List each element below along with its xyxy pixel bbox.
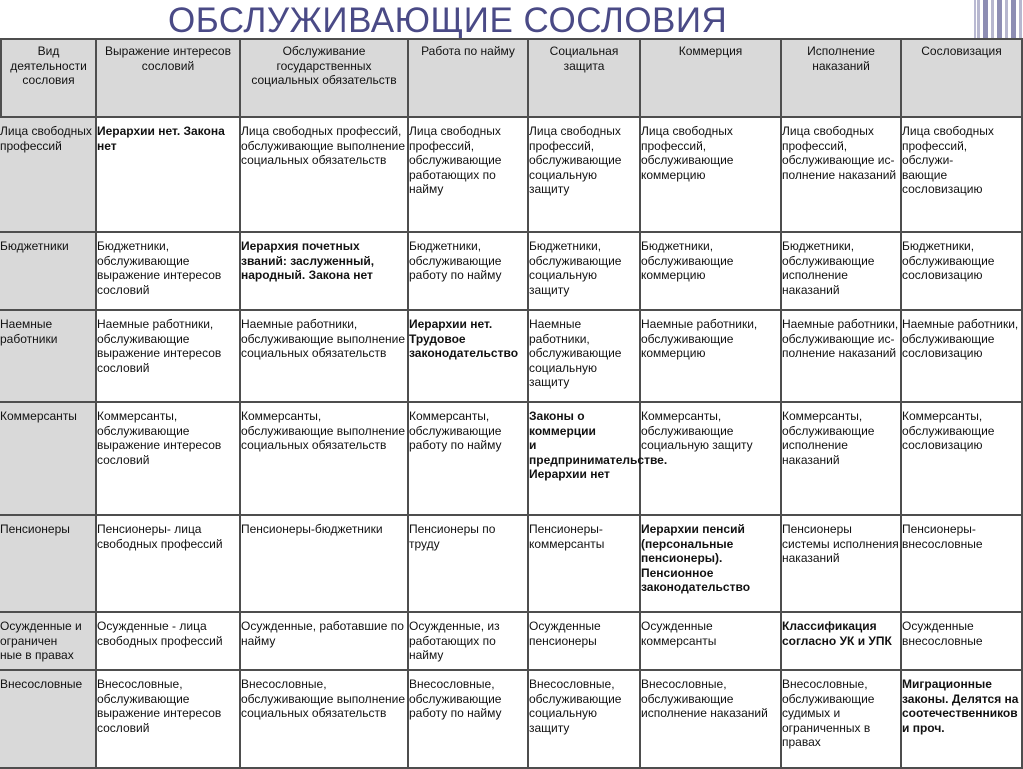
column-header: Обслуживание государственных социальных обязательств (241, 40, 409, 118)
table-cell: Пенсионеры- внесословные (902, 516, 1023, 613)
column-header: Работа по найму (409, 40, 529, 118)
column-header: Выражение интересов сословий (97, 40, 241, 118)
table-cell: Наемные работники, обслуживающие ис- полнение наказаний (782, 311, 902, 403)
table-cell: Наемные работники, обслуживающие выражение интересов сословий (97, 311, 241, 403)
decorative-bar (974, 0, 976, 38)
table-cell: Пенсионеры системы исполнения наказаний (782, 516, 902, 613)
column-header: Социальная защита (529, 40, 641, 118)
table-cell: Осужденные - лица свободных профессий (97, 613, 241, 671)
row-header: Пенсионеры (0, 516, 97, 613)
table-cell: Лица свободных профессий, обслуживающие коммерцию (641, 118, 782, 233)
row-header: Лица свободных профессий (0, 118, 97, 233)
table-cell: Коммерсанты, обслуживающие социальную защиту (641, 403, 782, 516)
table-cell: Законы о коммерции и предпринимательстве. Иерархии нет (529, 403, 641, 516)
table-cell: Пенсионеры по труду (409, 516, 529, 613)
table-cell: Осужденные коммерсанты (641, 613, 782, 671)
row-header: Наемные работники (0, 311, 97, 403)
table-cell: Внесословные, обслуживающие судимых и ограниченных в правах (782, 671, 902, 769)
table-cell: Внесословные, обслуживающие социальную защиту (529, 671, 641, 769)
table-cell: Миграционные законы. Делятся на соотечественников и проч. (902, 671, 1023, 769)
table-cell: Пенсионеры- коммерсанты (529, 516, 641, 613)
table-cell: Наемные работники, обслуживающие коммерцию (641, 311, 782, 403)
column-header: Сословизация (902, 40, 1023, 118)
table-cell: Осужденные внесословные (902, 613, 1023, 671)
table-cell: Бюджетники, обслуживающие работу по найму (409, 233, 529, 311)
table-cell: Бюджетники, обслуживающие коммерцию (641, 233, 782, 311)
table-cell: Бюджетники, обслуживающие исполнение наказаний (782, 233, 902, 311)
table-cell: Бюджетники, обслуживающие сословизацию (902, 233, 1023, 311)
table-cell: Коммерсанты, обслуживающие выражение интересов сословий (97, 403, 241, 516)
table-cell: Осужденные пенсионеры (529, 613, 641, 671)
table-cell: Пенсионеры- лица свободных профессий (97, 516, 241, 613)
decorative-stripes (977, 0, 1023, 38)
table-cell: Внесословные, обслуживающие исполнение наказаний (641, 671, 782, 769)
table-cell: Лица свободных профессий, обслуживающие работающих по найму (409, 118, 529, 233)
table-cell: Внесословные, обслуживающие выражение интересов сословий (97, 671, 241, 769)
table-cell: Наемные работники, обслуживающие сословизацию (902, 311, 1023, 403)
table-cell: Наемные работники, обслуживающие выполнение социальных обязательств (241, 311, 409, 403)
table-cell: Лица свободных профессий, обслужи- вающие сословизацию (902, 118, 1023, 233)
slide-title: ОБСЛУЖИВАЮЩИЕ СОСЛОВИЯ (168, 1, 728, 40)
table-cell: Коммерсанты, обслуживающие исполнение наказаний (782, 403, 902, 516)
table-cell: Пенсионеры-бюджетники (241, 516, 409, 613)
table-cell: Осужденные, работавшие по найму (241, 613, 409, 671)
table-cell: Внесословные, обслуживающие работу по найму (409, 671, 529, 769)
table-cell: Классификация согласно УК и УПК (782, 613, 902, 671)
table-cell: Иерархии нет. Трудовое законодательство (409, 311, 529, 403)
row-header: Бюджетники (0, 233, 97, 311)
column-header: Исполнение наказаний (782, 40, 902, 118)
table-cell: Коммерсанты, обслуживающие работу по найму (409, 403, 529, 516)
table-cell: Лица свободных профессий, обслуживающие ис- полнение наказаний (782, 118, 902, 233)
table-cell: Лица свободных профессий, обслуживающие выполнение социальных обязательств (241, 118, 409, 233)
table-cell: Осужденные, из работающих по найму (409, 613, 529, 671)
table-cell: Иерархии нет. Закона нет (97, 118, 241, 233)
table-cell: Бюджетники, обслуживающие социальную защиту (529, 233, 641, 311)
table-cell: Наемные работники, обслуживающие социальную защиту (529, 311, 641, 403)
table-cell: Коммерсанты, обслуживающие выполнение социальных обязательств (241, 403, 409, 516)
estates-table (0, 38, 1023, 767)
table-cell: Иерархия почетных званий: заслуженный, народный. Закона нет (241, 233, 409, 311)
row-header: Коммерсанты (0, 403, 97, 516)
table-cell: Бюджетники, обслуживающие выражение интересов сословий (97, 233, 241, 311)
table-cell: Внесословные, обслуживающие выполнение социальных обязательств (241, 671, 409, 769)
row-header: Осужденные и ограничен ные в правах (0, 613, 97, 671)
row-header: Внесословные (0, 671, 97, 769)
column-header: Вид деятельности сословия (2, 40, 97, 118)
table-cell: Коммерсанты, обслуживающие сословизацию (902, 403, 1023, 516)
table-cell: Лица свободных профессий, обслуживающие социальную защиту (529, 118, 641, 233)
table-cell: Иерархии пенсий (персональные пенсионеры). Пенсионное законодательство (641, 516, 782, 613)
column-header: Коммерция (641, 40, 782, 118)
